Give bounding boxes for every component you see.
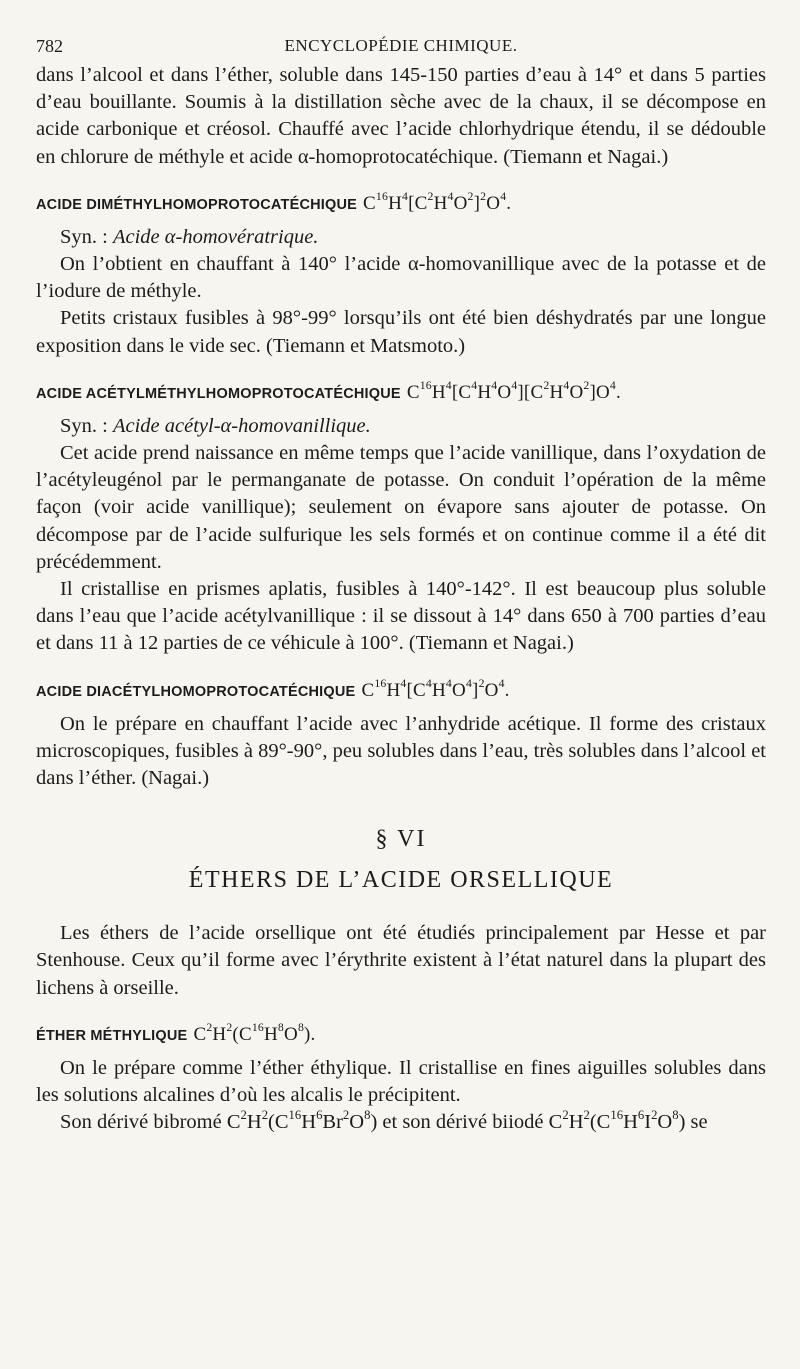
section-heading-dimethyl xyxy=(36,190,766,216)
syn-label: Syn. : xyxy=(60,225,108,248)
synonym-line xyxy=(36,413,766,440)
formula-superscript: 4 xyxy=(400,677,407,691)
running-title: ENCYCLOPÉDIE CHIMIQUE. xyxy=(284,36,518,55)
formula-superscript: 2 xyxy=(240,1108,247,1123)
formula-superscript: 6 xyxy=(316,1108,323,1123)
formula-superscript: 2 xyxy=(206,1021,213,1035)
formula-superscript: 16 xyxy=(251,1021,264,1035)
paragraph: Il cristallise en prismes aplatis, fusibles à 140°-142°. Il est beaucoup plus soluble dans l’eau que l’acide acétylvanillique : il se dissout à 14° dans 650 à 700 parties d’eau et dans 11 à 12 parties de ce véhicule à 100°. (Tiemann et Nagai.) xyxy=(36,578,766,655)
formula-superscript: 4 xyxy=(402,190,409,204)
section-heading-diacetyl xyxy=(36,677,766,703)
paragraph: On le prépare comme l’éther éthylique. Il cristallise en fines aiguilles solubles dans les solutions alcalines d’où les alcalis le précipitent. xyxy=(36,1056,766,1107)
heading-text: ÉTHER MÉTHYLIQUE xyxy=(36,1027,188,1044)
synonym-line xyxy=(36,224,766,251)
formula-superscript: 4 xyxy=(447,190,454,204)
section-heading-methyl-ether xyxy=(36,1021,766,1047)
text-run: Son dérivé bibromé xyxy=(60,1111,227,1134)
formula-superscript: 2 xyxy=(467,190,474,204)
formula-superscript: 2 xyxy=(651,1108,658,1123)
formula-superscript: 2 xyxy=(583,1108,590,1123)
heading-text: ACIDE DIACÉTYLHOMOPROTOCATÉCHIQUE xyxy=(36,683,356,700)
formula-superscript: 4 xyxy=(425,677,432,691)
formula-superscript: 2 xyxy=(342,1108,350,1123)
formula-superscript: 4 xyxy=(511,379,518,393)
syn-name: Acide α-homovératrique. xyxy=(112,225,319,248)
page-number: 782 xyxy=(36,36,63,56)
formula-superscript: 4 xyxy=(498,677,505,691)
paragraph: On l’obtient en chauffant à 140° l’acide α-homovanillique avec de la potasse et de l’iodure de méthyle. xyxy=(36,253,766,303)
formula-superscript: 2 xyxy=(226,1021,233,1035)
formula-superscript: 16 xyxy=(419,379,432,393)
formula-superscript: 8 xyxy=(297,1021,305,1035)
formula-superscript: 8 xyxy=(672,1108,679,1123)
formula-superscript: 4 xyxy=(500,190,507,204)
formula-superscript: 8 xyxy=(364,1108,371,1123)
formula-superscript: 8 xyxy=(277,1021,285,1035)
chemical-formula: $C^{16}H^4[C^4H^4O^4][C^2H^4O^2]O^4$. xyxy=(406,379,621,403)
formula-superscript: 4 xyxy=(465,677,473,691)
chapter-title: ÉTHERS DE L’ACIDE ORSELLIQUE xyxy=(188,867,614,894)
formula-superscript: 2 xyxy=(543,379,550,393)
formula-superscript: 2 xyxy=(562,1108,569,1123)
formula-superscript: 4 xyxy=(563,379,570,393)
formula-superscript: 16 xyxy=(374,677,387,691)
formula-superscript: 16 xyxy=(288,1108,302,1123)
chemical-formula: $C^{16}H^4[C^2H^4O^2]^2O^4$. xyxy=(363,190,512,214)
heading-text: ACIDE ACÉTYLMÉTHYLHOMOPROTOCATÉCHIQUE xyxy=(36,385,401,402)
text-run: et son dérivé biiodé xyxy=(377,1111,549,1134)
formula-superscript: 6 xyxy=(637,1108,645,1123)
chemical-formula: $C^{16}H^4[C^4H^4O^4]^2O^4$. xyxy=(361,677,510,701)
formula-superscript: 2 xyxy=(261,1108,269,1123)
formula-superscript: 4 xyxy=(445,379,452,393)
chemical-formula: $C^2H^2(C^{16}H^8O^8)$. xyxy=(193,1021,316,1045)
intro-paragraph: dans l’alcool et dans l’éther, soluble dans 145-150 parties d’eau à 14° et dans 5 parties d’eau bouillante. Soumis à la distillation sèche avec de la chaux, il se décompose en acide carbonique et créosol. Chauffé avec l’acide chlorhydrique étendu, il se dédouble en chlorure de méthyle et acide α-homoprotocatéchique. (Tiemann et Nagai.) xyxy=(36,64,766,168)
formula-superscript: 4 xyxy=(491,379,498,393)
syn-name: Acide acétyl-α-homovanillique. xyxy=(112,414,371,437)
formula-superscript: 2 xyxy=(480,190,487,204)
formula-superscript: 4 xyxy=(471,379,478,393)
section-heading-acetylmethyl xyxy=(36,379,766,405)
formula-superscript: 4 xyxy=(609,379,617,393)
paragraph: Les éthers de l’acide orsellique ont été étudiés principalement par Hesse et par Stenhouse. Ceux qu’il forme avec l’érythrite existent à l’état naturel dans la plupart des lichens à orseille. xyxy=(36,922,766,999)
formula-superscript: 2 xyxy=(427,190,434,204)
paragraph: Cet acide prend naissance en même temps que l’acide vanillique, dans l’oxydation de l’acétyleugénol par le permanganate de potasse. On conduit l’opération de la même façon (voir acide vanillique); seulement on évapore sans ajouter de potasse. On décompose par de l’acide sulfurique les sels formés et on continue comme il a été dit précédemment. xyxy=(36,442,766,573)
syn-label: Syn. : xyxy=(60,414,108,437)
text-run: se xyxy=(685,1111,708,1134)
formula-superscript: 16 xyxy=(610,1108,624,1123)
formula-superscript: 4 xyxy=(445,677,453,691)
chemical-formula: $C^2H^2(C^{16}H^6I^2O^8)$ xyxy=(548,1108,686,1134)
chapter-number: § VI xyxy=(375,826,427,853)
formula-superscript: 2 xyxy=(583,379,590,393)
paragraph xyxy=(36,1109,766,1136)
running-head xyxy=(36,36,766,62)
heading-text: ACIDE DIMÉTHYLHOMOPROTOCATÉCHIQUE xyxy=(36,196,358,213)
formula-superscript: 16 xyxy=(375,190,389,204)
paragraph: Petits cristaux fusibles à 98°-99° lorsqu’ils ont été bien déshydratés par une longue exposition dans le vide sec. (Tiemann et Matsmoto.) xyxy=(36,307,766,357)
paragraph: On le prépare en chauffant l’acide avec l’anhydride acétique. Il forme des cristaux microscopiques, fusibles à 89°-90°, peu solubles dans l’eau, très solubles dans l’alcool et dans l’éther. (Nagai.) xyxy=(36,712,766,790)
formula-superscript: 2 xyxy=(478,677,485,691)
chemical-formula: $C^2H^2(C^{16}H^6Br^2O^8)$ xyxy=(226,1108,378,1134)
